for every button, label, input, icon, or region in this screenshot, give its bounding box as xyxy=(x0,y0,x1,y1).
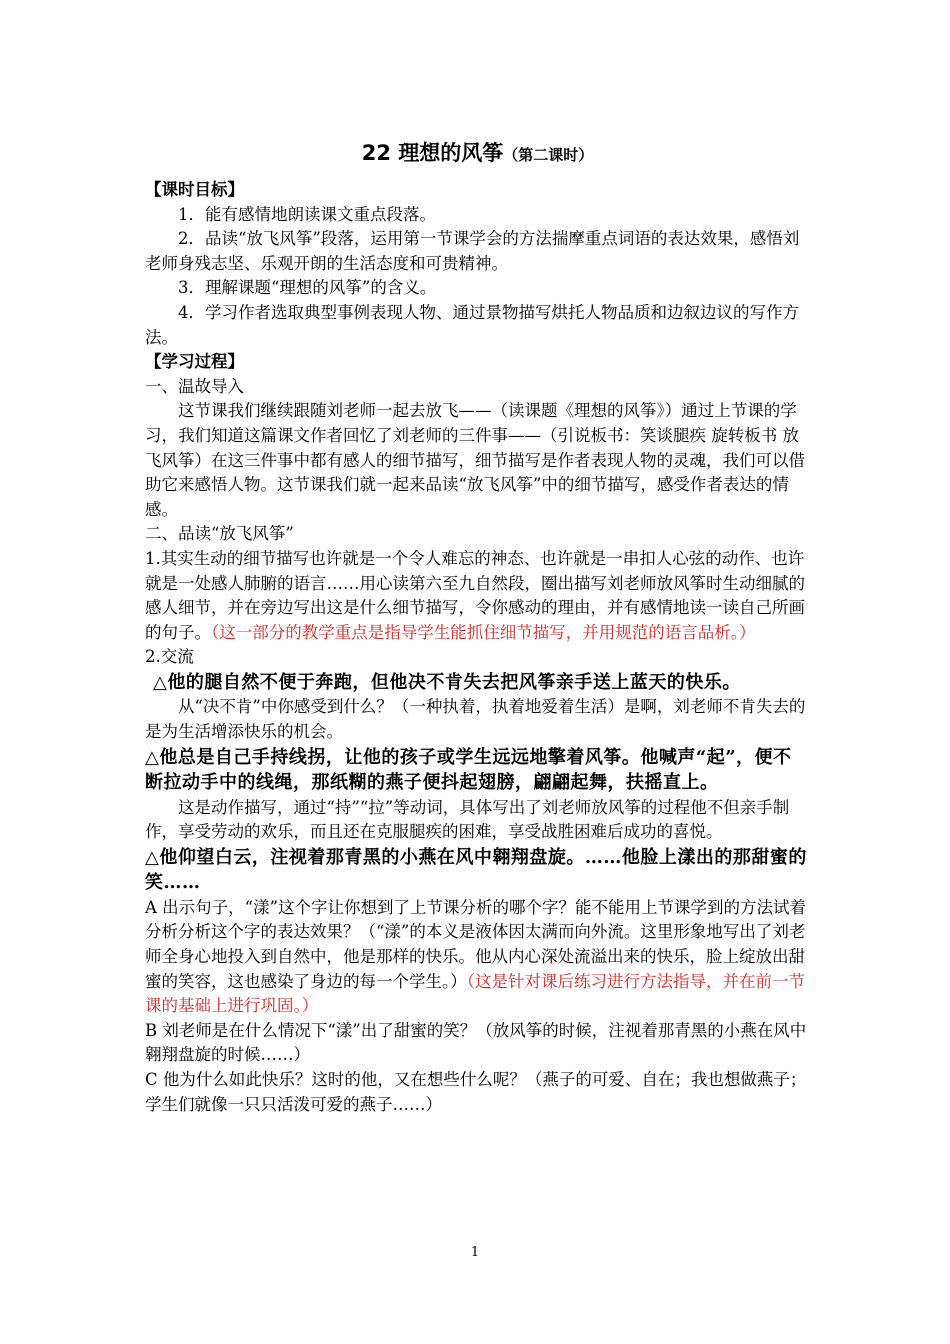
goal-item-4: 4．学习作者选取典型事例表现人物、通过景物描写烘托人物品质和边叙边议的写作方法。 xyxy=(145,302,799,347)
section-1-title: 一、温故导入 xyxy=(145,376,244,396)
answer-1: 从“决不肯”中你感受到什么？（一种执着，执着地爱着生活）是啊，刘老师不肯失去的是为生活增添快乐的机会。 xyxy=(145,697,806,741)
title-main: 22 理想的风筝 xyxy=(361,141,504,165)
part-1-paragraph xyxy=(145,547,810,645)
goals-heading: 【课时目标】 xyxy=(145,180,244,199)
answer-c: C 他为什么如此快乐？这时的他，又在想些什么呢？（燕子的可爱、自在；我也想做燕子；学生们就像一只只活泼可爱的燕子……） xyxy=(145,1069,807,1114)
goal-item-1: 1．能有感情地朗读课文重点段落。 xyxy=(178,204,436,224)
answer-b: B 刘老师是在什么情况下“漾”出了甜蜜的笑？（放风筝的时候，注视着那青黑的小燕在风中翱翔盘旋的时候……） xyxy=(145,1020,807,1065)
section-2-title: 二、品读“放飞风筝” xyxy=(145,524,294,544)
answer-2: 这是动作描写，通过“持”“拉”等动词，具体写出了刘老师放风筝的过程他不但亲手制作，享受劳动的欢乐，而且还在克服腿疾的困难，享受战胜困难后成功的喜悦。 xyxy=(145,797,790,842)
quote-2: △他总是自己手持线拐，让他的孩子或学生远远地擎着风筝。他喊声“起”，便不断拉动手中的线绳，那纸糊的燕子便抖起翅膀，翩翩起舞，扶摇直上。 xyxy=(145,746,792,794)
document-title xyxy=(145,140,810,168)
answer-a-teaching-note: （这是针对课后练习进行方法指导，并在前一节课的基础上进行巩固。） xyxy=(145,971,805,1016)
answer-a-paragraph xyxy=(145,896,810,1019)
document-page xyxy=(145,140,810,1117)
process-heading: 【学习过程】 xyxy=(145,352,244,372)
part-2-title: 2.交流 xyxy=(145,647,194,667)
title-sub: （第二课时） xyxy=(503,146,594,164)
part-1-text: 1.其实生动的细节描写也许就是一个令人难忘的神态、也许就是一串扣人心弦的动作、也许就是一处感人肺腑的语言……用心读第六至九自然段，圈出描写刘老师放风筝时生动细腻的感人细节，并在旁边写出这是什么细节描写，令你感动的理由，并有感情地读一读自己所画的句子。 xyxy=(145,548,805,642)
quote-1: △他的腿自然不便于奔跑，但他决不肯失去把风筝亲手送上蓝天的快乐。 xyxy=(153,671,741,693)
goal-item-2: 2．品读“放飞风筝”段落，运用第一节课学会的方法揣摩重点词语的表达效果，感悟刘老师身残志坚、乐观开朗的生活态度和可贵精神。 xyxy=(145,229,800,273)
part-1-teaching-note: （这一部分的教学重点是指导学生能抓住细节描写，并用规范的语言品析。） xyxy=(211,622,756,642)
goal-item-3: 3．理解课题“理想的风筝”的含义。 xyxy=(178,278,437,298)
section-1-text: 这节课我们继续跟随刘老师一起去放飞——（读课题《理想的风筝》）通过上节课的学习，我们知道这篇课文作者回忆了刘老师的三件事——（引说板书：笑谈腿疾 旋转板书 放飞风筝）在这三件事中都有感人的细节描写，细节描写是作者表现人物的灵魂，我们可以借助它来感悟人物。这节课我们就一起来品读“放飞风筝”中的细节描写，感受作者表达的情感。 xyxy=(145,401,805,519)
quote-3: △他仰望白云，注视着那青黑的小燕在风中翱翔盘旋。……他脸上漾出的那甜蜜的笑…… xyxy=(145,846,807,894)
page-number: 1 xyxy=(470,1245,480,1260)
answer-a: A 出示句子，“漾”这个字让你想到了上节课分析的哪个字？能不能用上节课学到的方法试着分析分析这个字的表达效果？（“漾”的本义是液体因太满而向外流。这里形象地写出了刘老师全身心地投入到自然中，他是那样的快乐。他从内心深处流溢出来的快乐，脸上绽放出甜蜜的笑容，这也感染了身边的每一个学生。） xyxy=(145,897,807,991)
